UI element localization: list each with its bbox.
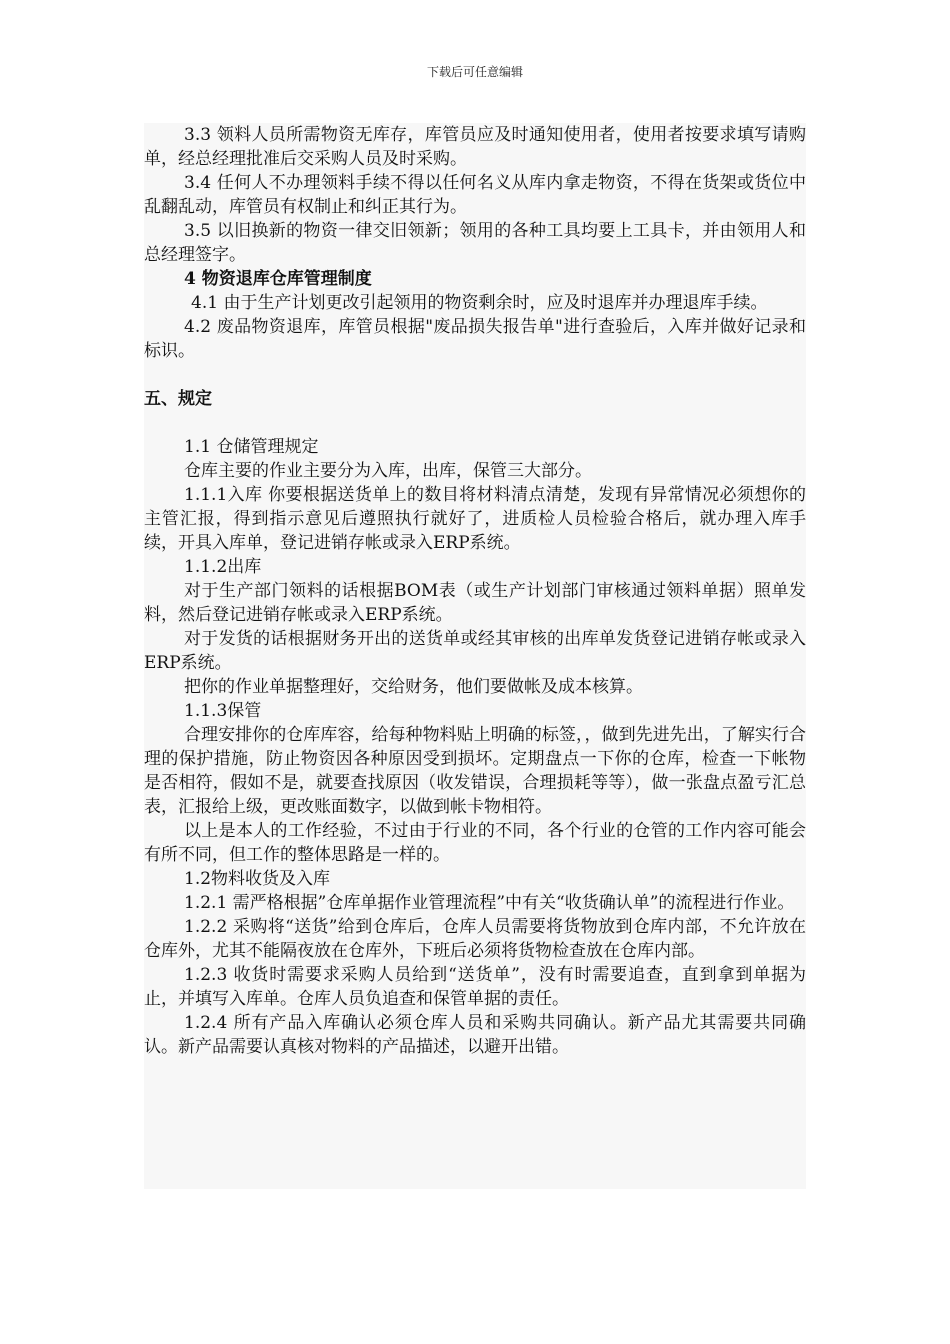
document-body [144, 123, 806, 1189]
paragraph-1-1-title: 1.1 仓储管理规定 [184, 437, 319, 457]
paragraph-4-1: 4.1 由于生产计划更改引起领用的物资剩余时，应及时退库并办理退库手续。 [191, 293, 768, 313]
heading-section-4: 4 物资退库仓库管理制度 [184, 269, 372, 289]
paragraph-1-1-3-body: 合理安排你的仓库库容，给每种物料贴上明确的标签，，做到先进先出，了解实行合理的保护措施，防止物资因各种原因受到损坏。定期盘点一下你的仓库，检查一下帐物是否相符，假如不是，就要查找原因（收发错误，合理损耗等等），做一张盘点盈亏汇总表，汇报给上级，更改账面数字，以做到帐卡物相符。 [144, 725, 806, 817]
paragraph-3-3: 3.3 领料人员所需物资无库存，库管员应及时通知使用者，使用者按要求填写请购单，经总经理批准后交采购人员及时采购。 [144, 125, 806, 169]
paragraph-1-2-3: 1.2.3 收货时需要求采购人员给到“送货单”，没有时需要追查，直到拿到单据为止，并填写入库单。仓库人员负追查和保管单据的责任。 [144, 965, 806, 1009]
paragraph-4-2: 4.2 废品物资退库，库管员根据"废品损失报告单"进行查验后，入库并做好记录和标识。 [144, 317, 806, 361]
paragraph-1-1-intro: 仓库主要的作业主要分为入库，出库，保管三大部分。 [184, 461, 592, 481]
paragraph-1-2-2: 1.2.2 采购将“送货”给到仓库后，仓库人员需要将货物放到仓库内部，不允许放在仓库外，尤其不能隔夜放在仓库外，下班后必须将货物检查放在仓库内部。 [144, 917, 806, 961]
paragraph-1-1-2-a: 对于生产部门领料的话根据BOM表（或生产计划部门审核通过领料单据）照单发料，然后登记进销存帐或录入ERP系统。 [144, 581, 806, 625]
paragraph-1-2-1: 1.2.1 需严格根据”仓库单据作业管理流程”中有关“收货确认单”的流程进行作业。 [184, 893, 795, 913]
paragraph-1-1-3-title: 1.1.3保管 [184, 701, 262, 721]
paragraph-1-2-4: 1.2.4 所有产品入库确认必须仓库人员和采购共同确认。新产品尤其需要共同确认。新产品需要认真核对物料的产品描述，以避开出错。 [144, 1013, 806, 1057]
paragraph-1-1-1: 1.1.1入库 你要根据送货单上的数目将材料清点清楚，发现有异常情况必须想你的主管汇报，得到指示意见后遵照执行就好了，进质检人员检验合格后，就办理入库手续，开具入库单，登记进销存帐或录入ERP系统。 [144, 485, 806, 553]
heading-chapter-5: 五、规定 [144, 389, 212, 409]
paragraph-1-1-2-c: 把你的作业单据整理好，交给财务，他们要做帐及成本核算。 [184, 677, 643, 697]
page-header: 下载后可任意编辑 [426, 65, 523, 79]
paragraph-1-2-title: 1.2物料收货及入库 [184, 869, 331, 889]
paragraph-summary: 以上是本人的工作经验，不过由于行业的不同，各个行业的仓管的工作内容可能会有所不同，但工作的整体思路是一样的。 [144, 821, 806, 865]
paragraph-1-1-2-b: 对于发货的话根据财务开出的送货单或经其审核的出库单发货登记进销存帐或录入ERP系统。 [144, 629, 806, 673]
paragraph-1-1-2-title: 1.1.2出库 [184, 557, 262, 577]
paragraph-3-4: 3.4 任何人不办理领料手续不得以任何名义从库内拿走物资，不得在货架或货位中乱翻乱动，库管员有权制止和纠正其行为。 [144, 173, 806, 217]
paragraph-3-5: 3.5 以旧换新的物资一律交旧领新；领用的各种工具均要上工具卡，并由领用人和总经理签字。 [144, 221, 806, 265]
